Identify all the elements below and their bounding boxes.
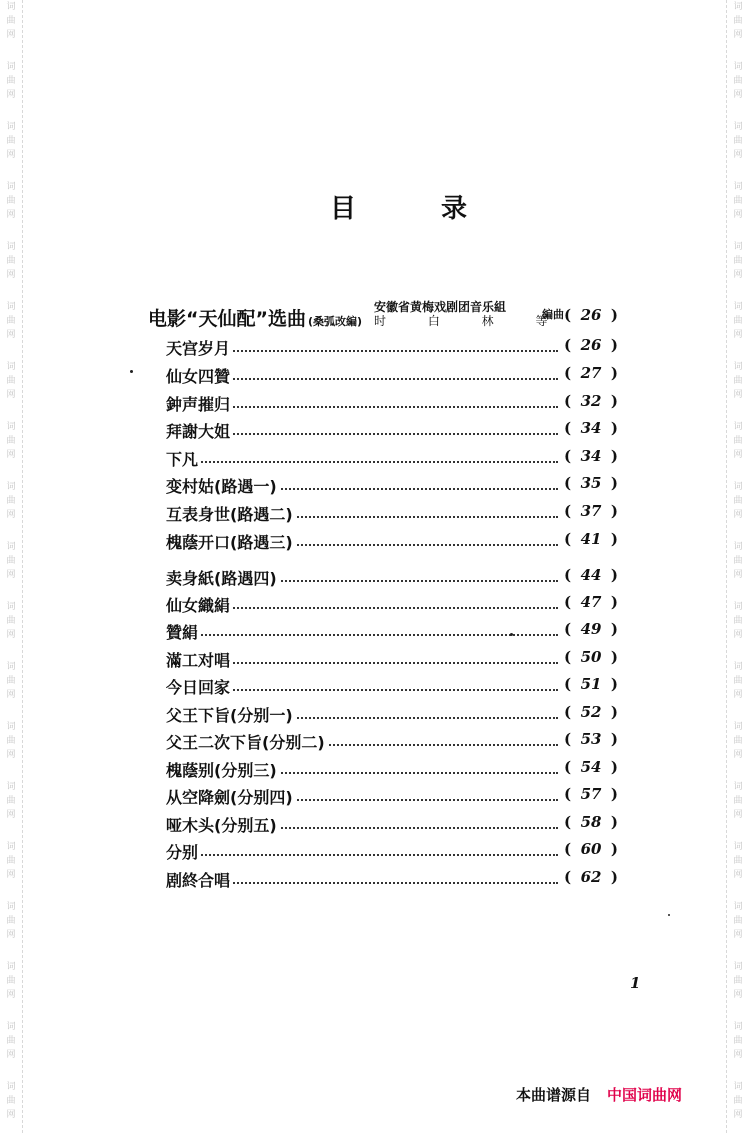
toc-row [166, 785, 618, 809]
toc-item-label: 仙女四贊 [166, 364, 232, 387]
watermark-char: 网 [733, 810, 743, 820]
watermark-char: 网 [733, 870, 743, 880]
toc-item-label: 变村姑(路遇一) [166, 474, 279, 497]
toc-item-page-number: ( 60 ) [564, 840, 618, 858]
watermark-char: 网 [733, 570, 743, 580]
print-speck [510, 633, 513, 636]
toc-item-page-number: ( 32 ) [564, 392, 618, 410]
watermark-char: 曲 [733, 436, 743, 446]
watermark-char: 网 [6, 210, 16, 220]
watermark-char: 网 [6, 450, 16, 460]
right-watermark-strip [726, 0, 749, 1133]
watermark-char: 词 [733, 662, 743, 672]
watermark-char: 网 [6, 270, 16, 280]
watermark-group [4, 420, 18, 462]
watermark-char: 曲 [733, 796, 743, 806]
watermark-group [4, 60, 18, 102]
toc-row [166, 392, 618, 416]
watermark-group [731, 960, 745, 1002]
watermark-char: 词 [6, 722, 16, 732]
watermark-char: 词 [6, 2, 16, 12]
watermark-char: 网 [6, 150, 16, 160]
watermark-group [4, 900, 18, 942]
toc-item-label: 卖身紙(路遇四) [166, 566, 279, 589]
watermark-char: 词 [6, 482, 16, 492]
watermark-group [731, 480, 745, 522]
page-folio-number: 1 [630, 974, 641, 992]
watermark-char: 词 [733, 2, 743, 12]
toc-item-page-number: ( 41 ) [564, 530, 618, 548]
toc-item-label: 仙女織絹 [166, 593, 232, 616]
toc-item-label: 下凡 [166, 447, 200, 470]
watermark-char: 词 [6, 1082, 16, 1092]
watermark-char: 曲 [733, 16, 743, 26]
watermark-char: 网 [733, 210, 743, 220]
watermark-group [731, 600, 745, 642]
toc-row [166, 530, 618, 554]
watermark-group [731, 1080, 745, 1122]
watermark-char: 网 [6, 630, 16, 640]
watermark-group [4, 660, 18, 702]
watermark-char: 曲 [6, 1096, 16, 1106]
watermark-group [731, 720, 745, 762]
main-entry-credits [374, 300, 564, 328]
watermark-char: 曲 [6, 76, 16, 86]
watermark-char: 曲 [733, 496, 743, 506]
dot-leader [166, 461, 558, 463]
watermark-char: 曲 [733, 676, 743, 686]
toc-item-page-number: ( 58 ) [564, 813, 618, 831]
toc-item-page-number: ( 37 ) [564, 502, 618, 520]
watermark-char: 词 [6, 842, 16, 852]
watermark-group [731, 780, 745, 822]
watermark-char: 曲 [733, 76, 743, 86]
dot-leader [166, 634, 558, 636]
toc-item-label: 滿工对唱 [166, 648, 232, 671]
watermark-char: 网 [733, 630, 743, 640]
page-number-value: 58 [580, 813, 602, 831]
page-number-value: 57 [580, 785, 602, 803]
watermark-char: 词 [6, 242, 16, 252]
watermark-group [731, 60, 745, 102]
left-watermark-strip [0, 0, 23, 1133]
watermark-char: 词 [733, 602, 743, 612]
watermark-group [731, 360, 745, 402]
watermark-char: 词 [733, 902, 743, 912]
watermark-group [4, 120, 18, 162]
toc-row [166, 620, 618, 644]
watermark-group [4, 360, 18, 402]
watermark-char: 词 [6, 122, 16, 132]
watermark-char: 词 [733, 182, 743, 192]
watermark-char: 网 [733, 750, 743, 760]
watermark-group [731, 1020, 745, 1062]
toc-row [166, 868, 618, 892]
watermark-group [731, 900, 745, 942]
watermark-char: 曲 [6, 196, 16, 206]
watermark-char: 曲 [6, 796, 16, 806]
watermark-char: 曲 [733, 256, 743, 266]
watermark-group [4, 0, 18, 42]
watermark-char: 词 [6, 902, 16, 912]
page-number-value: 35 [580, 474, 602, 492]
watermark-group [4, 300, 18, 342]
toc-item-label: 分别 [166, 840, 200, 863]
watermark-char: 网 [733, 90, 743, 100]
toc-row [166, 502, 618, 526]
watermark-char: 网 [6, 570, 16, 580]
source-label: 本曲谱源自 [516, 1086, 592, 1104]
toc-row [166, 813, 618, 837]
page-number-value: 53 [580, 730, 602, 748]
watermark-char: 词 [6, 662, 16, 672]
toc-row [166, 364, 618, 388]
watermark-char: 网 [6, 990, 16, 1000]
toc-row [166, 758, 618, 782]
toc-item-label: 互表身世(路遇二) [166, 502, 295, 525]
watermark-group [4, 600, 18, 642]
toc-item-page-number: ( 49 ) [564, 620, 618, 638]
watermark-char: 曲 [6, 436, 16, 446]
page-number-value: 32 [580, 392, 602, 410]
watermark-char: 词 [6, 602, 16, 612]
watermark-char: 曲 [6, 256, 16, 266]
toc-item-label: 天宫岁月 [166, 336, 232, 359]
watermark-group [731, 240, 745, 282]
main-entry-title [148, 304, 362, 331]
watermark-group [4, 780, 18, 822]
watermark-char: 词 [733, 482, 743, 492]
page-number-value: 62 [580, 868, 602, 886]
page-title: 目 录 [330, 194, 506, 224]
credits-role: 編曲 [542, 308, 564, 321]
toc-item-label: 槐蔭开口(路遇三) [166, 530, 295, 553]
watermark-char: 网 [733, 930, 743, 940]
watermark-char: 词 [733, 962, 743, 972]
toc-item-label: 槐蔭别(分别三) [166, 758, 279, 781]
watermark-group [731, 180, 745, 222]
page-number-value: 37 [580, 502, 602, 520]
watermark-char: 网 [733, 990, 743, 1000]
toc-item-page-number: ( 34 ) [564, 447, 618, 465]
watermark-char: 网 [6, 390, 16, 400]
watermark-group [4, 960, 18, 1002]
page-number-value: 47 [580, 593, 602, 611]
watermark-char: 网 [6, 30, 16, 40]
watermark-char: 曲 [733, 916, 743, 926]
watermark-char: 曲 [733, 376, 743, 386]
watermark-char: 网 [733, 450, 743, 460]
watermark-char: 网 [733, 390, 743, 400]
print-speck [130, 370, 133, 373]
toc-row [166, 419, 618, 443]
toc-item-page-number: ( 44 ) [564, 566, 618, 584]
page-number-value: 60 [580, 840, 602, 858]
page-number-value: 44 [580, 566, 602, 584]
watermark-char: 词 [733, 1082, 743, 1092]
watermark-char: 曲 [733, 136, 743, 146]
watermark-char: 词 [6, 422, 16, 432]
watermark-char: 词 [6, 302, 16, 312]
toc-item-page-number: ( 57 ) [564, 785, 618, 803]
toc-item-label: 哑木头(分别五) [166, 813, 279, 836]
watermark-group [731, 0, 745, 42]
toc-row [166, 703, 618, 727]
print-speck [668, 914, 670, 916]
toc-item-page-number: ( 26 ) [564, 336, 618, 354]
watermark-char: 网 [6, 870, 16, 880]
toc-item-page-number: ( 50 ) [564, 648, 618, 666]
watermark-char: 词 [6, 182, 16, 192]
watermark-char: 网 [733, 690, 743, 700]
credits-names: 时 白 林 等 [374, 314, 554, 328]
main-entry-title-text: 电影“天仙配”选曲 [148, 308, 306, 330]
credits-organization: 安徽省黄梅戏剧团音乐組 [374, 300, 507, 314]
watermark-group [731, 660, 745, 702]
page-number-value: 52 [580, 703, 602, 721]
watermark-char: 网 [733, 30, 743, 40]
toc-item-page-number: ( 27 ) [564, 364, 618, 382]
watermark-char: 网 [6, 1050, 16, 1060]
toc-item-page-number: ( 52 ) [564, 703, 618, 721]
watermark-char: 曲 [733, 736, 743, 746]
toc-row [166, 447, 618, 471]
watermark-group [4, 1020, 18, 1062]
toc-row [166, 730, 618, 754]
source-credit [516, 1084, 682, 1105]
watermark-char: 网 [6, 810, 16, 820]
watermark-char: 网 [6, 1110, 16, 1120]
watermark-group [731, 540, 745, 582]
page-number-value: 41 [580, 530, 602, 548]
watermark-char: 词 [733, 302, 743, 312]
page-number-value: 49 [580, 620, 602, 638]
toc-item-label: 父王二次下旨(分别二) [166, 730, 327, 753]
watermark-char: 网 [733, 330, 743, 340]
watermark-char: 曲 [6, 676, 16, 686]
watermark-char: 网 [6, 510, 16, 520]
toc-row [166, 474, 618, 498]
page-number-value: 51 [580, 675, 602, 693]
watermark-char: 网 [6, 330, 16, 340]
watermark-char: 曲 [6, 616, 16, 626]
main-toc-entry [148, 300, 618, 330]
watermark-char: 词 [733, 722, 743, 732]
toc-row [166, 336, 618, 360]
toc-item-page-number: ( 34 ) [564, 419, 618, 437]
watermark-group [4, 720, 18, 762]
page-number-value: 26 [580, 336, 602, 354]
watermark-char: 曲 [6, 736, 16, 746]
toc-item-label: 拜謝大姐 [166, 419, 232, 442]
watermark-group [4, 240, 18, 282]
toc-item-label: 父王下旨(分别一) [166, 703, 295, 726]
watermark-char: 曲 [6, 496, 16, 506]
main-entry-arranger: (桑弧改編) [307, 315, 363, 328]
watermark-group [4, 540, 18, 582]
page-number-value: 27 [580, 364, 602, 382]
watermark-char: 曲 [733, 976, 743, 986]
watermark-char: 词 [733, 542, 743, 552]
watermark-char: 词 [6, 362, 16, 372]
watermark-char: 网 [6, 690, 16, 700]
page-number-value: 34 [580, 419, 602, 437]
toc-item-label: 剧終合唱 [166, 868, 232, 891]
toc-row [166, 840, 618, 864]
watermark-char: 网 [6, 90, 16, 100]
toc-item-page-number: ( 35 ) [564, 474, 618, 492]
toc-item-label: 鈡声摧归 [166, 392, 232, 415]
watermark-group [4, 480, 18, 522]
watermark-char: 曲 [6, 316, 16, 326]
main-entry-page-number: ( 26 ) [564, 306, 618, 324]
watermark-char: 网 [733, 1110, 743, 1120]
watermark-group [4, 1080, 18, 1122]
toc-item-page-number: ( 54 ) [564, 758, 618, 776]
toc-item-page-number: ( 51 ) [564, 675, 618, 693]
toc-item-page-number: ( 62 ) [564, 868, 618, 886]
watermark-char: 词 [733, 62, 743, 72]
watermark-char: 词 [6, 962, 16, 972]
watermark-char: 词 [733, 242, 743, 252]
toc-item-page-number: ( 53 ) [564, 730, 618, 748]
watermark-char: 词 [6, 1022, 16, 1032]
watermark-char: 曲 [6, 376, 16, 386]
watermark-char: 曲 [6, 976, 16, 986]
watermark-char: 词 [733, 422, 743, 432]
watermark-char: 曲 [6, 856, 16, 866]
watermark-group [731, 300, 745, 342]
watermark-char: 曲 [6, 1036, 16, 1046]
watermark-char: 曲 [6, 916, 16, 926]
watermark-char: 曲 [6, 556, 16, 566]
watermark-char: 词 [6, 62, 16, 72]
watermark-group [4, 180, 18, 222]
toc-row [166, 675, 618, 699]
toc-row [166, 593, 618, 617]
watermark-char: 曲 [733, 316, 743, 326]
source-site-link[interactable]: 中国词曲网 [607, 1086, 683, 1104]
watermark-char: 词 [6, 542, 16, 552]
watermark-char: 曲 [6, 16, 16, 26]
watermark-char: 曲 [733, 856, 743, 866]
watermark-group [731, 420, 745, 462]
watermark-char: 曲 [733, 616, 743, 626]
page-number-value: 54 [580, 758, 602, 776]
toc-row [166, 648, 618, 672]
watermark-group [731, 840, 745, 882]
watermark-char: 曲 [733, 1036, 743, 1046]
toc-row [166, 566, 618, 590]
watermark-char: 词 [733, 782, 743, 792]
page-number-value: 50 [580, 648, 602, 666]
watermark-char: 网 [733, 150, 743, 160]
watermark-group [731, 120, 745, 162]
page-number-value: 34 [580, 447, 602, 465]
watermark-char: 词 [733, 122, 743, 132]
toc-item-label: 贊絹 [166, 620, 200, 643]
watermark-char: 曲 [6, 136, 16, 146]
watermark-char: 曲 [733, 1096, 743, 1106]
toc-item-label: 今日回家 [166, 675, 232, 698]
watermark-char: 网 [6, 750, 16, 760]
watermark-char: 曲 [733, 196, 743, 206]
watermark-char: 词 [733, 842, 743, 852]
toc-item-page-number: ( 47 ) [564, 593, 618, 611]
watermark-char: 网 [733, 270, 743, 280]
watermark-char: 网 [733, 510, 743, 520]
toc-item-label: 从空降劍(分别四) [166, 785, 295, 808]
watermark-char: 词 [733, 1022, 743, 1032]
watermark-char: 词 [733, 362, 743, 372]
watermark-char: 网 [6, 930, 16, 940]
watermark-group [4, 840, 18, 882]
watermark-char: 网 [733, 1050, 743, 1060]
dot-leader [166, 854, 558, 856]
watermark-char: 词 [6, 782, 16, 792]
watermark-char: 曲 [733, 556, 743, 566]
page-number-value: 26 [580, 306, 602, 324]
